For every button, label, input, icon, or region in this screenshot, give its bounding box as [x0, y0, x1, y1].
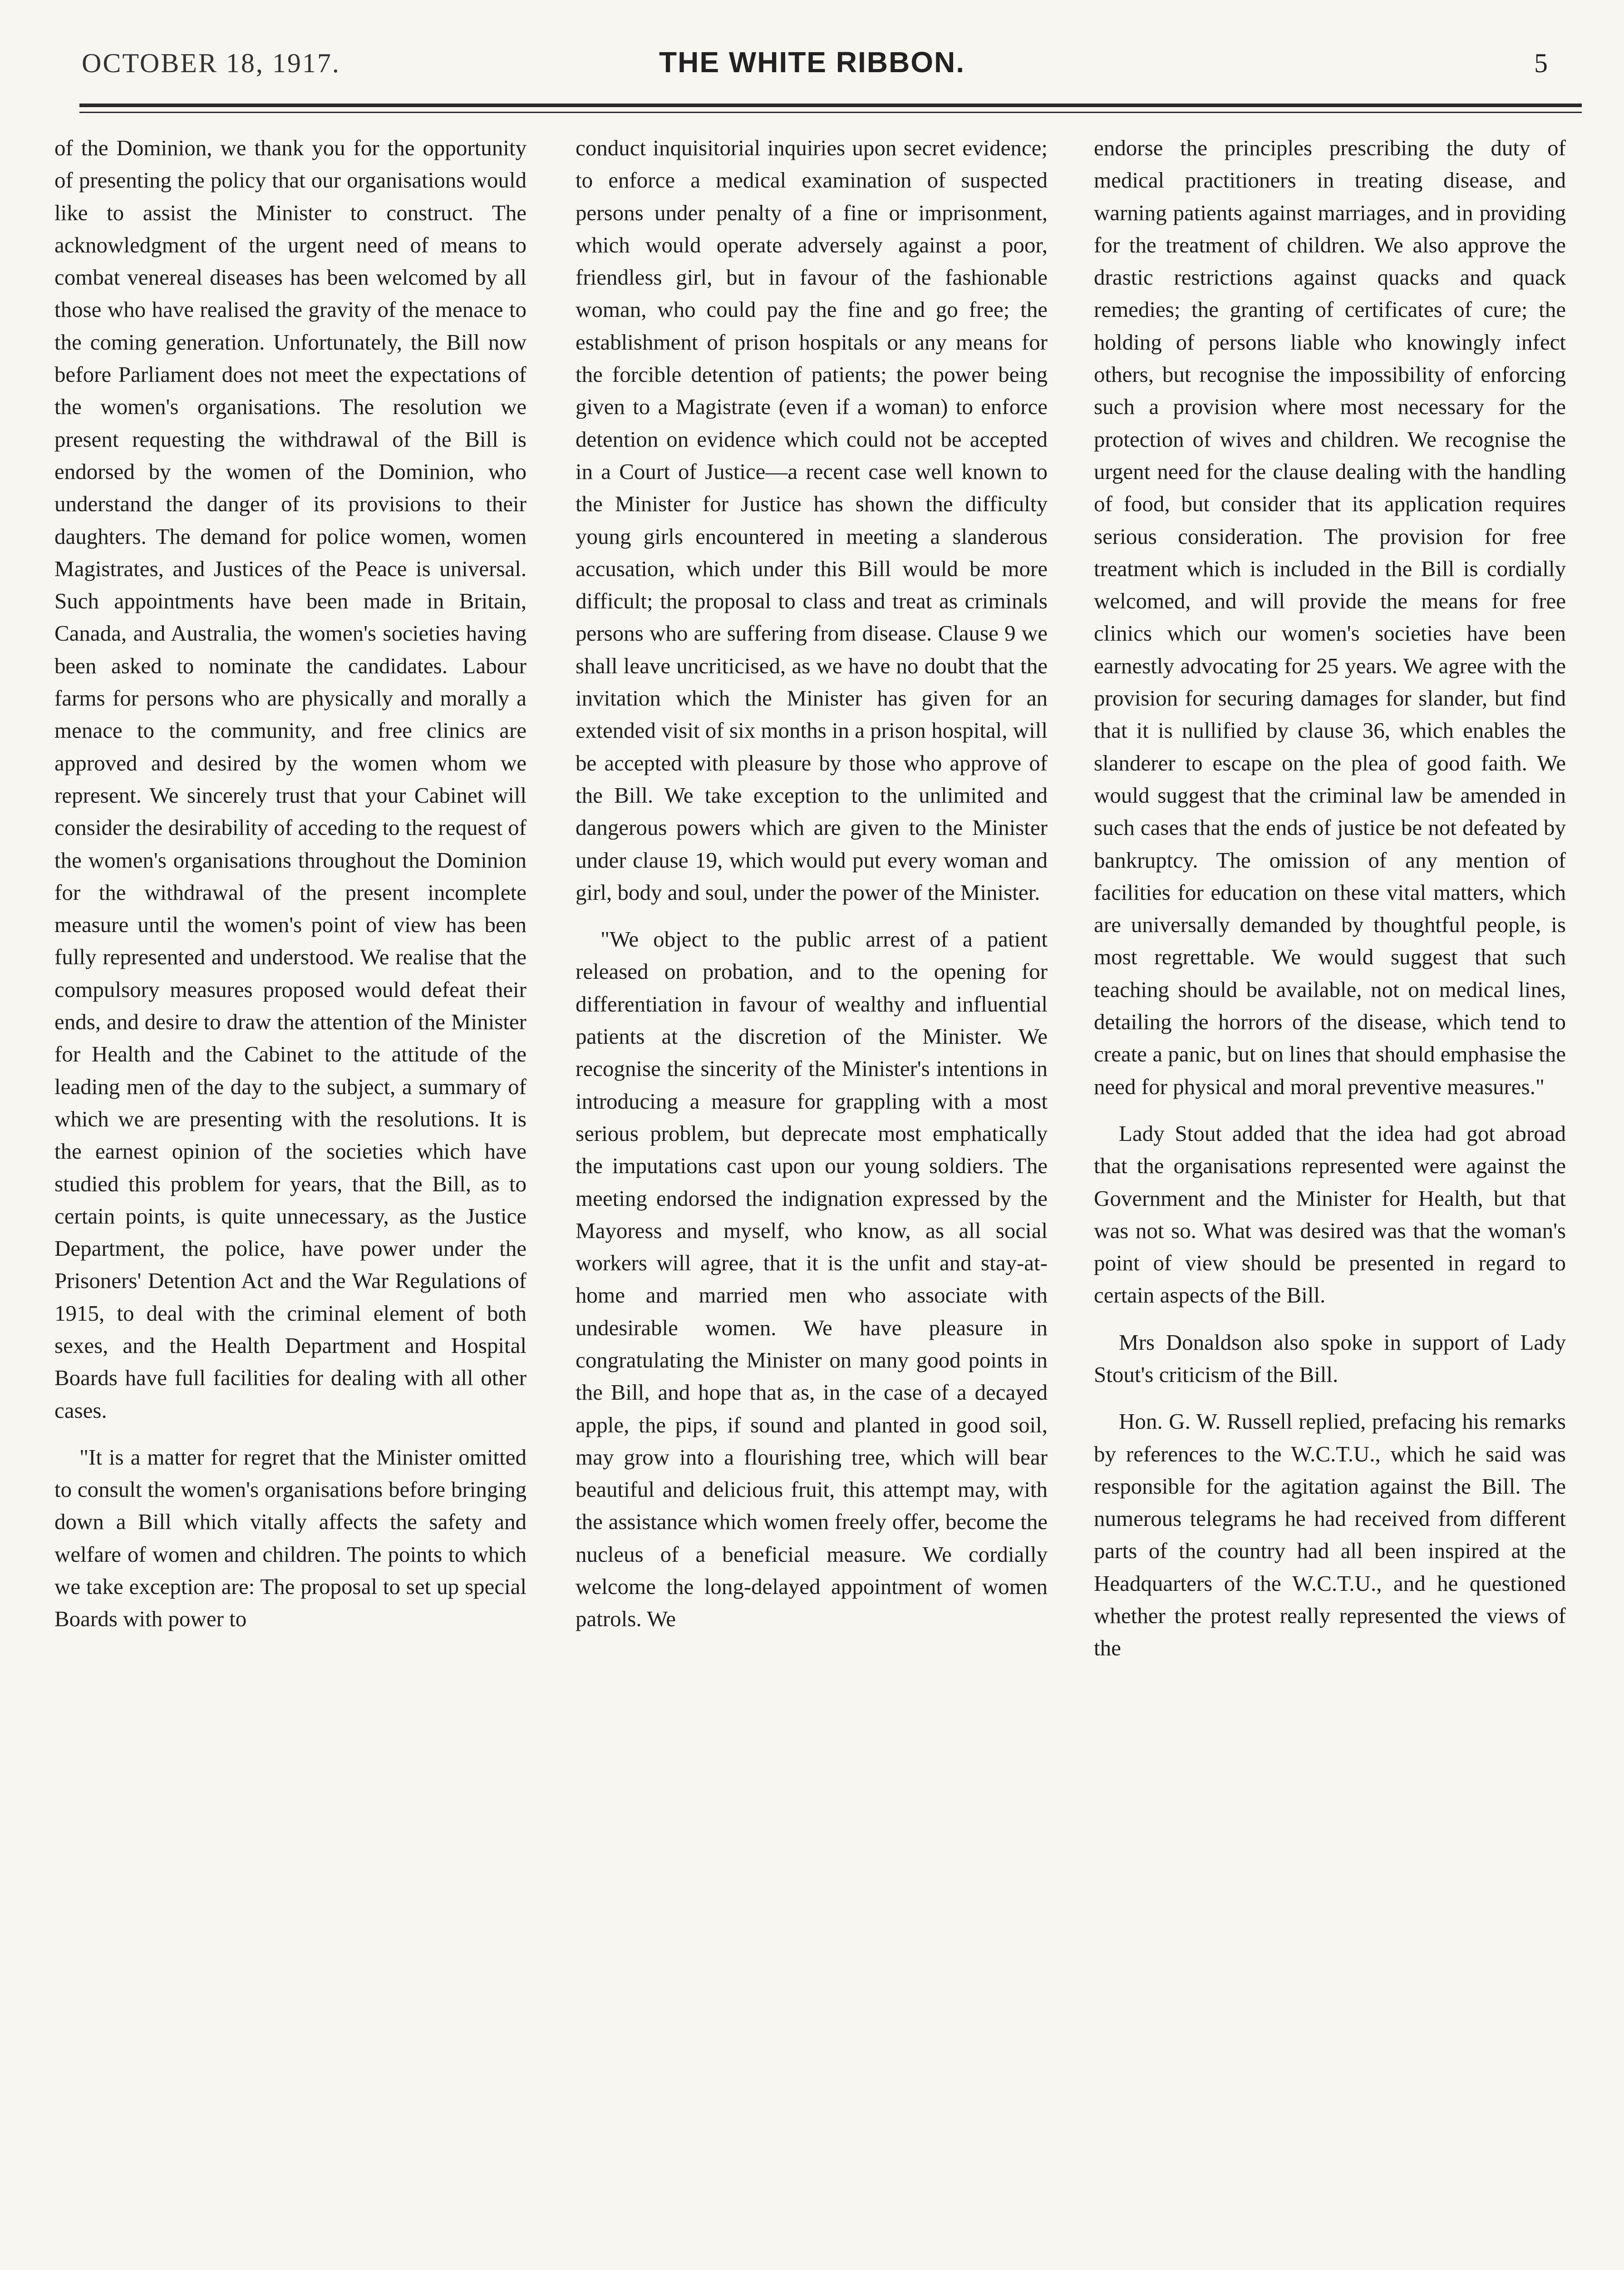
column-1: [54, 132, 527, 2247]
masthead-title: THE WHITE RIBBON.: [659, 46, 965, 79]
column-2: [576, 132, 1048, 2247]
paragraph: "We object to the public arrest of a patient released on probation, and to the opening for differentiation in favour of wealthy and influential patients at the discretion of the Minister. We recognise the sincerity of the Minister's intentions in introducing a measure for grappling with a most serious problem, but deprecate most emphatically the imputations cast upon our young soldiers. The meeting endorsed the indignation expressed by the Mayoress and myself, who know, as all social workers will agree, that it is the unfit and stay-at-home and married men who associate with undesirable women. We have pleasure in congratulating the Minister on many good points in the Bill, and hope that as, in the case of a decayed apple, the pips, if sound and planted in good soil, may grow into a flourishing tree, which will bear beautiful and delicious fruit, this attempt may, with the assistance which women freely offer, become the nucleus of a beneficial measure. We cordially welcome the long-delayed appointment of women patrols. We: [576, 927, 1048, 1632]
page-number: 5: [1534, 48, 1548, 78]
header-rule-thick: [79, 104, 1582, 107]
header-rule-thin: [79, 112, 1582, 113]
paragraph: conduct inquisitorial inquiries upon secret evidence; to enforce a medical examination of suspected persons under penalty of a fine or imprisonment, which would operate adversely against a poor, friendless girl, but in favour of the fashionable woman, who could pay the fine and go free; the establishment of prison hospitals or any means for the forcible detention of patients; the power being given to a Magistrate (even if a woman) to enforce detention on evidence which could not be accepted in a Court of Justice—a recent case well known to the Minister for Justice has shown the difficulty young girls encountered in meeting a slanderous accusation, which under this Bill would be more difficult; the proposal to class and treat as criminals persons who are suffering from disease. Clause 9 we shall leave uncriticised, as we have no doubt that the invitation which the Minister has given for an extended visit of six months in a prison hospital, will be accepted with pleasure by those who approve of the Bill. We take exception to the unlimited and dangerous powers which are given to the Minister under clause 19, which would put every woman and girl, body and soul, under the power of the Minister.: [576, 135, 1048, 905]
paragraph: of the Dominion, we thank you for the opportunity of presenting the policy that our organisations would like to assist the Minister to construct. The acknowledgment of the urgent need of means to combat venereal diseases has been welcomed by all those who have realised the gravity of the menace to the coming generation. Unfortunately, the Bill now before Parliament does not meet the expectations of the women's organisations. The resolution we present requesting the withdrawal of the Bill is endorsed by the women of the Dominion, who understand the danger of its provisions to their daughters. The demand for police women, women Magistrates, and Justices of the Peace is universal. Such appointments have been made in Britain, Canada, and Australia, the women's societies having been asked to nominate the candidates. Labour farms for persons who are physically and morally a menace to the community, and free clinics are approved and desired by the women whom we represent. We sincerely trust that your Cabinet will consider the desirability of acceding to the request of the women's organisations throughout the Dominion for the withdrawal of the present incomplete measure until the women's point of view has been fully represented and understood. We realise that the compulsory measures proposed would defeat their ends, and desire to draw the attention of the Minister for Health and the Cabinet to the attitude of the leading men of the day to the subject, a summary of which we are presenting with the resolutions. It is the earnest opinion of the societies which have studied this problem for years, that the Bill, as to certain points, is quite unnecessary, as the Justice Department, the police, have power under the Prisoners' Detention Act and the War Regulations of 1915, to deal with the criminal element of both sexes, and the Health Department and Hospital Boards have full facilities for dealing with all other cases.: [54, 135, 527, 1423]
page-header: [0, 0, 1624, 118]
paragraph: endorse the principles prescribing the duty of medical practitioners in treating disease, and warning patients against marriages, and in providing for the treatment of children. We also approve the drastic restrictions against quacks and quack remedies; the granting of certificates of cure; the holding of persons liable who knowingly infect others, but recognise the impossibility of enforcing such a provision where most necessary for the protection of wives and children. We recognise the urgent need for the clause dealing with the handling of food, but consider that its application requires serious consideration. The provision for free treatment which is included in the Bill is cordially welcomed, and will provide the means for free clinics which our women's societies have been earnestly advocating for 25 years. We agree with the provision for securing damages for slander, but find that it is nullified by clause 36, which enables the slanderer to escape on the plea of good faith. We would suggest that the criminal law be amended in such cases that the ends of justice be not defeated by bankruptcy. The omission of any mention of facilities for education on these vital matters, which are universally demanded by thoughtful people, is most regrettable. We would suggest that such teaching should be available, not on medical lines, detailing the horrors of the disease, which tend to create a panic, but on lines that should emphasise the need for physical and moral preventive measures.": [1094, 135, 1566, 1099]
column-3: [1094, 132, 1566, 2247]
issue-date: OCTOBER 18, 1917.: [82, 48, 340, 78]
paragraph: "It is a matter for regret that the Minister omitted to consult the women's organisations before bringing down a Bill which vitally affects the safety and welfare of women and children. The points to which we take exception are: The proposal to set up special Boards with power to: [54, 1444, 527, 1632]
paragraph: Hon. G. W. Russell replied, prefacing his remarks by references to the W.C.T.U., which he said was responsible for the agitation against the Bill. The numerous telegrams he had received from different parts of the country had all been inspired at the Headquarters of the W.C.T.U., and he questioned whether the protest really represented the views of the: [1094, 1409, 1566, 1661]
paragraph: Lady Stout added that the idea had got abroad that the organisations represented were against the Government and the Minister for Health, but that was not so. What was desired was that the woman's point of view should be presented in regard to certain aspects of the Bill.: [1094, 1120, 1566, 1308]
paragraph: Mrs Donaldson also spoke in support of Lady Stout's criticism of the Bill.: [1094, 1329, 1566, 1387]
